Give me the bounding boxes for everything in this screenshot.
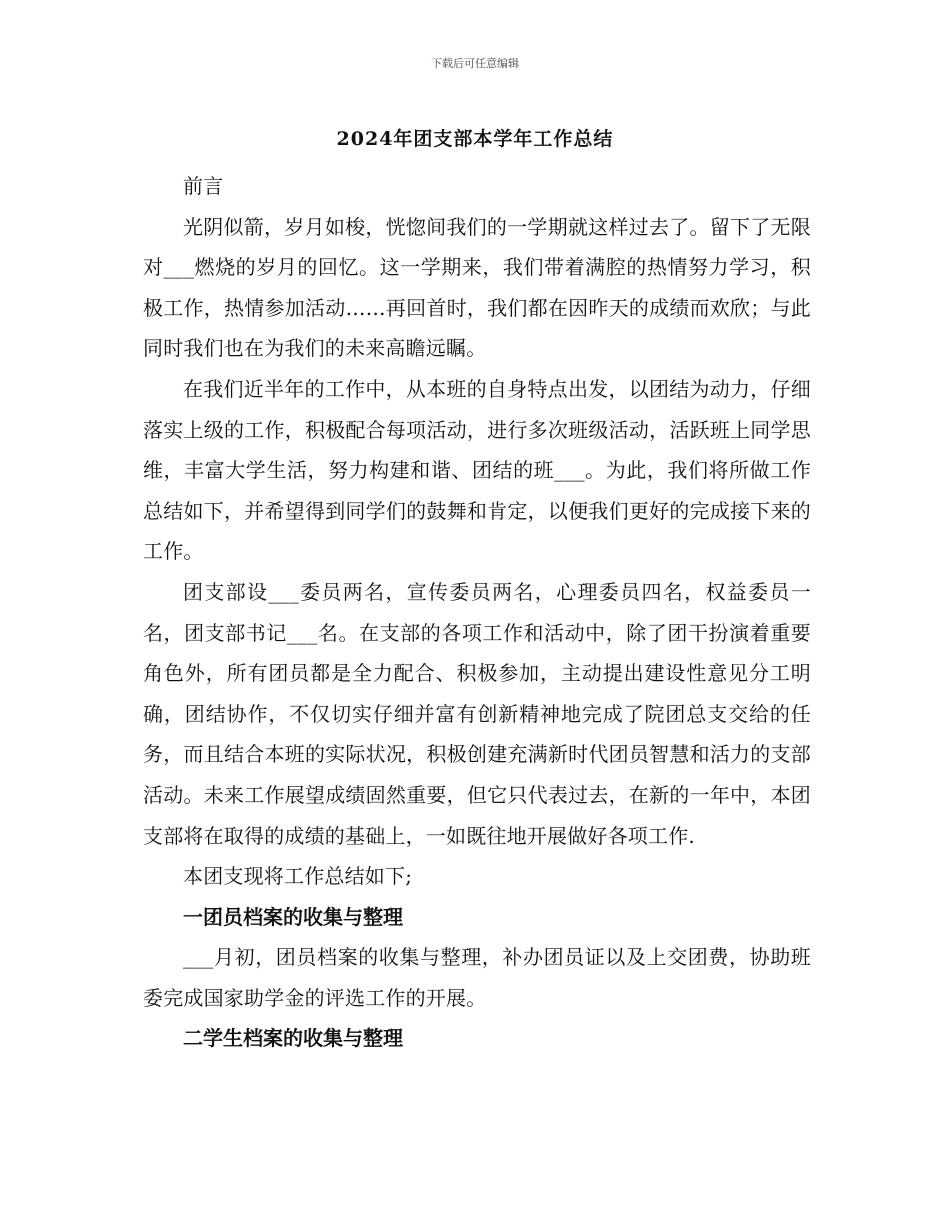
section-heading: 一团员档案的收集与整理: [183, 904, 403, 929]
document-title: 2024年团支部本学年工作总结: [336, 128, 614, 150]
paragraph: 在我们近半年的工作中，从本班的自身特点出发，以团结为动力，仔细落实上级的工作，积极配合每项活动，进行多次班级活动，活跃班上同学思维，丰富大学生活，努力构建和谐、团结的班___。为此，我们将所做工作总结如下，并希望得到同学们的鼓舞和肯定，以便我们更好的完成接下来的工作。: [143, 376, 811, 564]
paragraph: ___月初，团员档案的收集与整理，补办团员证以及上交团费，协助班委完成国家助学金的评选工作的开展。: [143, 945, 811, 1010]
preface-label: 前言: [183, 174, 224, 198]
section-heading: 二学生档案的收集与整理: [183, 1026, 403, 1051]
paragraph: 光阴似箭，岁月如梭，恍惚间我们的一学期就这样过去了。留下了无限对___燃烧的岁月的回忆。这一学期来，我们带着满腔的热情努力学习，积极工作，热情参加活动……再回首时，我们都在因昨天的成绩而欢欣；与此同时我们也在为我们的未来高瞻远瞩。: [143, 214, 811, 361]
paragraph: 本团支现将工作总结如下;: [183, 864, 413, 889]
header-note: 下载后可任意编辑: [431, 57, 519, 70]
document-body: [143, 166, 811, 1059]
paragraph: 团支部设___委员两名，宣传委员两名，心理委员四名，权益委员一名，团支部书记___名。在支部的各项工作和活动中，除了团干扮演着重要角色外，所有团员都是全力配合、积极参加，主动提出建设性意见分工明确，团结协作，不仅切实仔细并富有创新精神地完成了院团总支交给的任务，而且结合本班的实际状况，积极创建充满新时代团员智慧和活力的支部活动。未来工作展望成绩固然重要，但它只代表过去，在新的一年中，本团支部将在取得的成绩的基础上，一如既往地开展做好各项工作.: [143, 579, 811, 848]
